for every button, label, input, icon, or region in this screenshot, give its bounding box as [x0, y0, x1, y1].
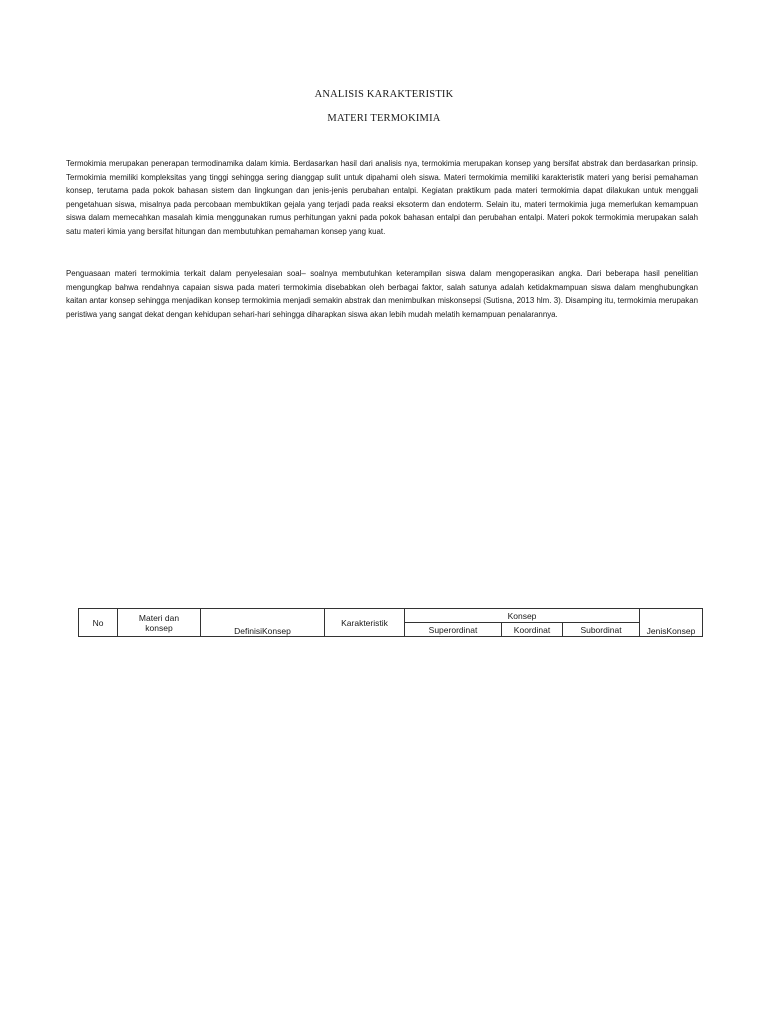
- header-koordinat: Koordinat: [502, 623, 563, 637]
- concept-analysis-table: [78, 608, 703, 637]
- table-header-row-1: [79, 609, 703, 623]
- header-jenis-konsep: JenisKonsep: [640, 609, 703, 637]
- paragraph-1: Termokimia merupakan penerapan termodinamika dalam kimia. Berdasarkan hasil dari analisis nya, termokimia merupakan konsep yang bersifat abstrak dan berdasarkan prinsip. Termokimia memiliki kompleksitas yang tinggi sehingga sering dianggap sulit untuk dipahami oleh siswa. Materi termokimia memiliki karakteristik materi yang berisi pemahaman konsep, terutama pada pokok bahasan sistem dan lingkungan dan jenis-jenis perubahan entalpi. Kegiatan praktikum pada materi termokimia dapat dilakukan untuk menggali pengetahuan siswa, misalnya pada percobaan membuktikan gejala yang terjadi pada reaksi eksoterm dan endoterm. Selain itu, materi termokimia juga memerlukan kemampuan siswa dalam memecahkan masalah kimia menggunakan rumus perhitungan yakni pada pokok bahasan entalpi dan perubahan entalpi. Materi pokok termokimia merupakan salah satu materi kimia yang bersifat hitungan dan membutuhkan pemahaman konsep yang kuat.: [66, 159, 698, 236]
- header-materi-line1: Materi dan: [138, 612, 180, 623]
- header-no: No: [79, 609, 118, 637]
- document-title-line2: MATERI TERMOKIMIA: [327, 113, 441, 124]
- document-title-line1: ANALISIS KARAKTERISTIK: [314, 89, 454, 100]
- header-definisi-konsep: DefinisiKonsep: [201, 609, 325, 637]
- header-konsep: Konsep: [405, 609, 640, 623]
- header-superordinat: Superordinat: [405, 623, 502, 637]
- paragraph-2: Penguasaan materi termokimia terkait dalam penyelesaian soal– soalnya membutuhkan keterampilan siswa dalam mengoperasikan angka. Dari beberapa hasil penelitian mengungkap bahwa rendahnya capaian siswa pada materi termokimia disebabkan oleh berbagai faktor, salah satunya adalah ketidakmampuan siswa dalam menghubungkan kaitan antar konsep sehingga menjadikan konsep termokimia menjadi semakin abstrak dan menimbulkan miskonsepsi (Sutisna, 2013 hlm. 3). Disamping itu, termokimia merupakan peristiwa yang sangat dekat dengan kehidupan sehari-hari sehingga diharapkan siswa akan lebih mudah melatih kemampuan penalarannya.: [66, 269, 698, 319]
- header-subordinat: Subordinat: [563, 623, 640, 637]
- header-materi-dan-konsep: [118, 609, 201, 637]
- header-materi-line2: konsep: [145, 622, 173, 633]
- header-karakteristik: Karakteristik: [325, 609, 405, 637]
